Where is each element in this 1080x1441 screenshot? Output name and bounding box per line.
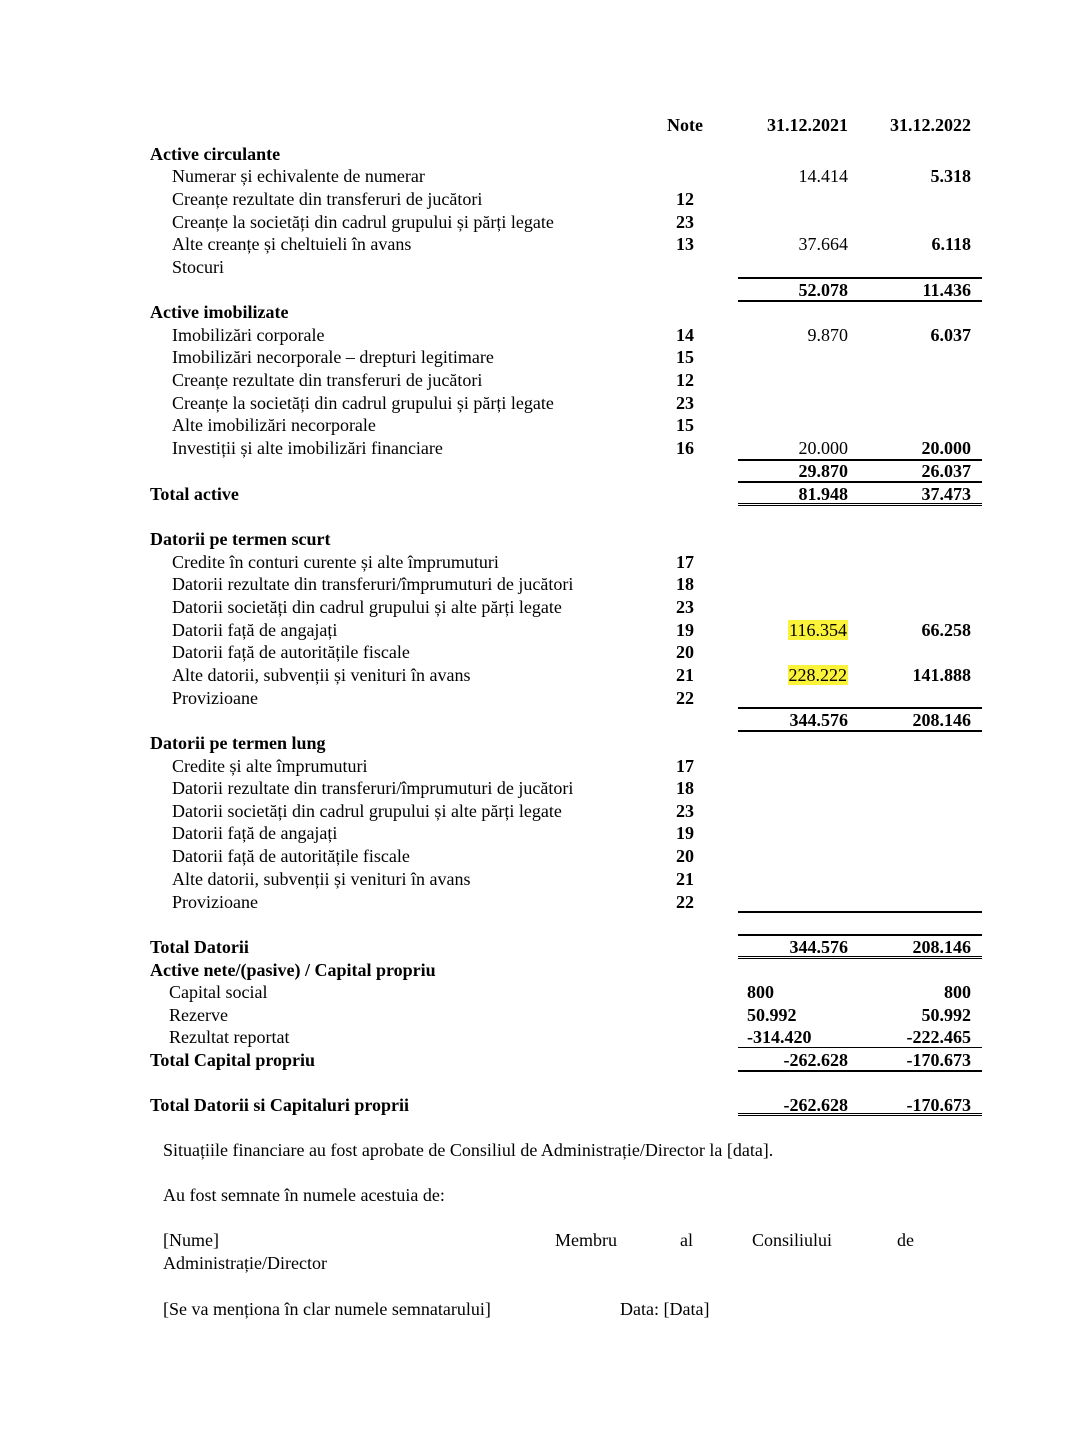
value-2022: 800 xyxy=(944,982,971,1002)
highlighted-value-2021: 116.354 xyxy=(789,620,847,640)
role-word-consiliului: Consiliului xyxy=(752,1230,833,1250)
subtotal-2022: 208.146 xyxy=(912,710,971,730)
table-row xyxy=(150,891,982,913)
row-label: Provizioane xyxy=(172,892,258,912)
note-column-header: Note xyxy=(667,115,703,135)
row-note: 20 xyxy=(676,642,694,662)
row-label: Creanțe la societăți din cadrul grupului și părți legate xyxy=(172,212,554,232)
table-row xyxy=(150,369,982,391)
value-2021: 800 xyxy=(747,982,774,1002)
section-title: Active imobilizate xyxy=(150,302,289,322)
row-label: Alte imobilizări necorporale xyxy=(172,415,376,435)
row-note: 22 xyxy=(676,892,694,912)
role-word-al: al xyxy=(680,1230,693,1250)
row-label: Creanțe rezultate din transferuri de jucători xyxy=(172,370,483,390)
table-row xyxy=(150,641,982,663)
table-row xyxy=(150,800,982,822)
row-note: 13 xyxy=(676,234,694,254)
value-2022: 6.037 xyxy=(930,325,971,345)
role-word-de: de xyxy=(897,1230,914,1250)
subtotal-2022: 11.436 xyxy=(922,280,971,300)
row-note: 18 xyxy=(676,574,694,594)
row-label: Datorii față de angajați xyxy=(172,620,338,640)
subtotal-row-active-circulante xyxy=(150,279,982,301)
total-2021: 344.576 xyxy=(789,937,848,957)
section-title-datorii-lung xyxy=(150,732,982,754)
row-label: Datorii societăți din cadrul grupului și alte părți legate xyxy=(172,801,562,821)
row-note: 12 xyxy=(676,370,694,390)
total-label: Total Capital propriu xyxy=(150,1050,316,1070)
table-row xyxy=(150,868,982,890)
row-label: Datorii față de angajați xyxy=(172,823,338,843)
table-row xyxy=(150,211,982,233)
total-double-rule xyxy=(738,503,982,506)
table-row xyxy=(150,619,982,641)
table-header xyxy=(150,114,982,136)
value-2022: -222.465 xyxy=(906,1027,971,1047)
row-label: Creanțe la societăți din cadrul grupului și părți legate xyxy=(172,393,554,413)
row-label: Rezerve xyxy=(169,1005,228,1025)
table-row xyxy=(150,165,982,187)
row-label: Datorii față de autoritățile fiscale xyxy=(172,642,410,662)
year-2022-column-header: 31.12.2022 xyxy=(890,115,971,135)
row-label: Numerar și echivalente de numerar xyxy=(172,166,425,186)
row-note: 23 xyxy=(676,393,694,413)
row-label: Datorii societăți din cadrul grupului și alte părți legate xyxy=(172,597,562,617)
table-row xyxy=(150,596,982,618)
table-row xyxy=(150,414,982,436)
signatory-note: [Se va menționa în clar numele semnatarului] xyxy=(163,1299,491,1319)
section-title: Active circulante xyxy=(150,144,281,164)
total-active-row xyxy=(150,483,982,505)
table-row xyxy=(150,346,982,368)
row-note: 18 xyxy=(676,778,694,798)
row-note: 21 xyxy=(676,869,694,889)
row-label: Datorii rezultate din transferuri/împrumuturi de jucători xyxy=(172,778,574,798)
total-double-rule xyxy=(738,1113,982,1116)
signed-by-text: Au fost semnate în numele acestuia de: xyxy=(163,1185,445,1205)
table-row xyxy=(150,256,982,278)
row-note: 19 xyxy=(676,823,694,843)
section-title: Datorii pe termen scurt xyxy=(150,529,331,549)
row-label: Credite în conturi curente și alte împrumuturi xyxy=(172,552,499,572)
section-title-datorii-scurt xyxy=(150,528,982,550)
row-label: Alte creanțe și cheltuieli în avans xyxy=(172,234,412,254)
row-note: 16 xyxy=(676,438,694,458)
value-2021: -314.420 xyxy=(747,1027,812,1047)
row-label: Alte datorii, subvenții și venituri în avans xyxy=(172,869,471,889)
subtotal-row-datorii-scurt xyxy=(150,709,982,731)
row-note: 20 xyxy=(676,846,694,866)
section-title-capital xyxy=(150,959,982,981)
row-label: Datorii față de autoritățile fiscale xyxy=(172,846,410,866)
table-row xyxy=(150,664,982,686)
value-2021: 9.870 xyxy=(807,325,848,345)
row-note: 23 xyxy=(676,801,694,821)
row-note: 14 xyxy=(676,325,694,345)
row-label: Capital social xyxy=(169,982,268,1002)
subtotal-2021: 52.078 xyxy=(798,280,848,300)
table-row xyxy=(150,551,982,573)
table-row xyxy=(150,392,982,414)
subtotal-row-active-imobilizate xyxy=(150,460,982,482)
total-2022: 37.473 xyxy=(921,484,971,504)
row-label: Alte datorii, subvenții și venituri în avans xyxy=(172,665,471,685)
row-note: 19 xyxy=(676,620,694,640)
total-2022: -170.673 xyxy=(906,1050,971,1070)
value-2022: 66.258 xyxy=(921,620,971,640)
table-row xyxy=(150,755,982,777)
total-label: Total Datorii si Capitaluri proprii xyxy=(150,1095,410,1115)
value-2022: 20.000 xyxy=(921,438,971,458)
row-label: Stocuri xyxy=(172,257,224,277)
subtotal-2021: 29.870 xyxy=(798,461,848,481)
row-label: Imobilizări necorporale – drepturi legitimare xyxy=(172,347,494,367)
signature-date: Data: [Data] xyxy=(620,1299,710,1319)
table-row xyxy=(150,437,982,459)
subtotal-rule xyxy=(738,911,982,913)
table-row xyxy=(150,845,982,867)
value-2021: 50.992 xyxy=(747,1005,797,1025)
subtotal-2021: 344.576 xyxy=(789,710,848,730)
value-2021: 14.414 xyxy=(798,166,848,186)
table-row xyxy=(150,1004,982,1026)
row-note: 15 xyxy=(676,347,694,367)
year-2021-column-header: 31.12.2021 xyxy=(767,115,848,135)
table-row xyxy=(150,981,982,1003)
section-title: Datorii pe termen lung xyxy=(150,733,326,753)
row-label: Provizioane xyxy=(172,688,258,708)
total-2021: -262.628 xyxy=(783,1095,848,1115)
value-2022: 6.118 xyxy=(931,234,971,254)
total-datorii-row xyxy=(150,936,982,958)
value-2022: 50.992 xyxy=(921,1005,971,1025)
table-row xyxy=(150,687,982,709)
row-note: 17 xyxy=(676,756,694,776)
subtotal-rule xyxy=(738,1070,982,1072)
value-2022: 5.318 xyxy=(930,166,971,186)
subtotal-rule xyxy=(738,1047,982,1048)
row-note: 12 xyxy=(676,189,694,209)
section-title-active-circulante xyxy=(150,143,982,165)
row-label: Rezultat reportat xyxy=(169,1027,290,1047)
table-row xyxy=(150,1026,982,1048)
row-note: 23 xyxy=(676,597,694,617)
row-note: 15 xyxy=(676,415,694,435)
table-row xyxy=(150,233,982,255)
row-label: Investiții și alte imobilizări financiare xyxy=(172,438,443,458)
approval-text: Situațiile financiare au fost aprobate de Consiliul de Administrație/Director la [data]. xyxy=(163,1140,774,1160)
value-2021: 37.664 xyxy=(798,234,848,254)
total-capital-row xyxy=(150,1049,982,1071)
row-note: 17 xyxy=(676,552,694,572)
value-2021: 20.000 xyxy=(798,438,848,458)
table-row xyxy=(150,573,982,595)
total-2022: -170.673 xyxy=(906,1095,971,1115)
total-2021: 81.948 xyxy=(798,484,848,504)
row-label: Datorii rezultate din transferuri/împrumuturi de jucători xyxy=(172,574,574,594)
row-note: 23 xyxy=(676,212,694,232)
row-label: Imobilizări corporale xyxy=(172,325,325,345)
section-title-active-imobilizate xyxy=(150,301,982,323)
table-row xyxy=(150,822,982,844)
table-row xyxy=(150,777,982,799)
table-row xyxy=(150,188,982,210)
signatory-name-placeholder: [Nume] xyxy=(163,1230,219,1250)
row-note: 21 xyxy=(676,665,694,685)
total-2022: 208.146 xyxy=(912,937,971,957)
row-label: Creanțe rezultate din transferuri de jucători xyxy=(172,189,483,209)
table-row xyxy=(150,324,982,346)
total-label: Total Datorii xyxy=(150,937,249,957)
role-word-membru: Membru xyxy=(555,1230,617,1250)
value-2022: 141.888 xyxy=(912,665,971,685)
row-label: Credite și alte împrumuturi xyxy=(172,756,368,776)
subtotal-2022: 26.037 xyxy=(921,461,971,481)
total-label: Total active xyxy=(150,484,239,504)
section-title: Active nete/(pasive) / Capital propriu xyxy=(150,960,436,980)
highlighted-value-2021: 228.222 xyxy=(788,665,847,685)
row-note: 22 xyxy=(676,688,694,708)
role-continuation: Administrație/Director xyxy=(163,1253,327,1273)
total-2021: -262.628 xyxy=(783,1050,848,1070)
